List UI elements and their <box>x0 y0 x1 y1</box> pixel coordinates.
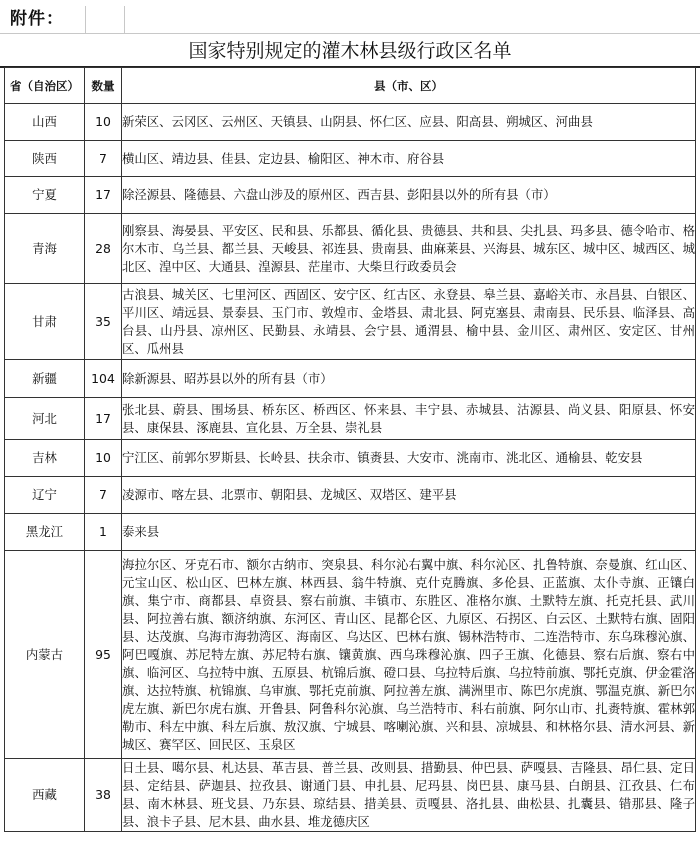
counties-cell: 张北县、蔚县、围场县、桥东区、桥西区、怀来县、丰宁县、赤城县、沽源县、尚义县、阳原县、怀安县、康保县、涿鹿县、宣化县、万全县、崇礼县 <box>122 398 696 440</box>
attachment-label: 附件： <box>10 9 64 29</box>
count-cell: 7 <box>85 477 122 514</box>
table-row <box>5 440 696 477</box>
table-row <box>5 477 696 514</box>
province-cell: 吉林 <box>5 440 85 477</box>
counties-cell: 刚察县、海晏县、平安区、民和县、乐都县、循化县、贵德县、共和县、尖扎县、玛多县、德令哈市、格尔木市、乌兰县、都兰县、天峻县、祁连县、贵南县、曲麻莱县、兴海县、城东区、城中区、城西区、城北区、湟中区、大通县、湟源县、茫崖市、大柴旦行政委员会 <box>122 214 696 284</box>
province-cell: 青海 <box>5 214 85 284</box>
table-row <box>5 551 696 759</box>
table-header-row <box>5 68 696 104</box>
document-title: 国家特别规定的灌木林县级行政区名单 <box>0 34 700 68</box>
empty-cell[interactable] <box>86 6 125 34</box>
attachment-row <box>0 0 700 33</box>
province-cell: 西藏 <box>5 759 85 832</box>
province-cell: 内蒙古 <box>5 551 85 759</box>
table-row <box>5 360 696 398</box>
table-row <box>5 214 696 284</box>
count-cell: 95 <box>85 551 122 759</box>
table-row <box>5 514 696 551</box>
count-cell: 104 <box>85 360 122 398</box>
count-cell: 7 <box>85 141 122 177</box>
counties-cell: 古浪县、城关区、七里河区、西固区、安宁区、红古区、永登县、皋兰县、嘉峪关市、永昌县、白银区、平川区、靖远县、景泰县、玉门市、敦煌市、金塔县、肃北县、阿克塞县、肃南县、民乐县、临泽县、高台县、山丹县、凉州区、民勤县、永靖县、会宁县、通渭县、榆中县、金川区、肃州区、安定区、甘州区、瓜州县 <box>122 284 696 360</box>
count-cell: 35 <box>85 284 122 360</box>
counties-cell: 除泾源县、隆德县、六盘山涉及的原州区、西吉县、彭阳县以外的所有县（市） <box>122 177 696 214</box>
counties-cell: 新荣区、云冈区、云州区、天镇县、山阴县、怀仁区、应县、阳高县、朔城区、河曲县 <box>122 104 696 141</box>
header-count: 数量 <box>85 68 122 104</box>
counties-cell: 横山区、靖边县、佳县、定边县、榆阳区、神木市、府谷县 <box>122 141 696 177</box>
count-cell: 1 <box>85 514 122 551</box>
province-cell: 陕西 <box>5 141 85 177</box>
province-cell: 宁夏 <box>5 177 85 214</box>
empty-cell[interactable] <box>125 6 700 34</box>
header-counties: 县（市、区） <box>122 68 696 104</box>
table-row <box>5 141 696 177</box>
header-province: 省（自治区） <box>5 68 85 104</box>
province-cell: 山西 <box>5 104 85 141</box>
table-row <box>5 104 696 141</box>
counties-cell: 除新源县、昭苏县以外的所有县（市） <box>122 360 696 398</box>
counties-cell: 凌源市、喀左县、北票市、朝阳县、龙城区、双塔区、建平县 <box>122 477 696 514</box>
counties-cell: 日土县、噶尔县、札达县、革吉县、普兰县、改则县、措勤县、仲巴县、萨嘎县、吉隆县、昂仁县、定日县、定结县、萨迦县、拉孜县、谢通门县、申扎县、尼玛县、岗巴县、康马县、白朗县、江孜县、仁布县、南木林县、班戈县、乃东县、琼结县、措美县、贡嘎县、洛扎县、曲松县、扎囊县、错那县、隆子县、浪卡子县、尼木县、曲水县、堆龙德庆区 <box>122 759 696 832</box>
counties-cell: 海拉尔区、牙克石市、额尔古纳市、突泉县、科尔沁右翼中旗、科尔沁区、扎鲁特旗、奈曼旗、红山区、元宝山区、松山区、巴林左旗、林西县、翁牛特旗、克什克腾旗、多伦县、正蓝旗、太仆寺旗、正镶白旗、集宁市、商都县、卓资县、察右前旗、丰镇市、东胜区、准格尔旗、土默特左旗、托克托县、武川县、阿拉善右旗、额济纳旗、东河区、青山区、昆都仑区、九原区、石拐区、白云区、土默特右旗、固阳县、达茂旗、乌海市海勃湾区、海南区、乌达区、巴林右旗、锡林浩特市、二连浩特市、东乌珠穆沁旗、阿巴嘎旗、苏尼特左旗、苏尼特右旗、镶黄旗、西乌珠穆沁旗、四子王旗、化德县、察右后旗、察右中旗、临河区、乌拉特中旗、五原县、杭锦后旗、磴口县、乌拉特后旗、乌拉特前旗、鄂托克旗、伊金霍洛旗、达拉特旗、杭锦旗、乌审旗、鄂托克前旗、阿拉善左旗、满洲里市、陈巴尔虎旗、鄂温克旗、新巴尔虎左旗、新巴尔虎右旗、开鲁县、阿鲁科尔沁旗、乌兰浩特市、科右前旗、阿尔山市、扎赉特旗、霍林郭勒市、科左中旗、科左后旗、敖汉旗、宁城县、喀喇沁旗、兴和县、凉城县、和林格尔县、清水河县、新城区、赛罕区、回民区、玉泉区 <box>122 551 696 759</box>
count-cell: 38 <box>85 759 122 832</box>
county-list-table <box>4 67 696 832</box>
province-cell: 新疆 <box>5 360 85 398</box>
count-cell: 10 <box>85 440 122 477</box>
province-cell: 河北 <box>5 398 85 440</box>
table-row <box>5 177 696 214</box>
counties-cell: 宁江区、前郭尔罗斯县、长岭县、扶余市、镇赉县、大安市、洮南市、洮北区、通榆县、乾安县 <box>122 440 696 477</box>
province-cell: 甘肃 <box>5 284 85 360</box>
count-cell: 28 <box>85 214 122 284</box>
province-cell: 黑龙江 <box>5 514 85 551</box>
table-row <box>5 284 696 360</box>
count-cell: 17 <box>85 177 122 214</box>
counties-cell: 泰来县 <box>122 514 696 551</box>
province-cell: 辽宁 <box>5 477 85 514</box>
count-cell: 10 <box>85 104 122 141</box>
table-row <box>5 759 696 832</box>
count-cell: 17 <box>85 398 122 440</box>
table-row <box>5 398 696 440</box>
